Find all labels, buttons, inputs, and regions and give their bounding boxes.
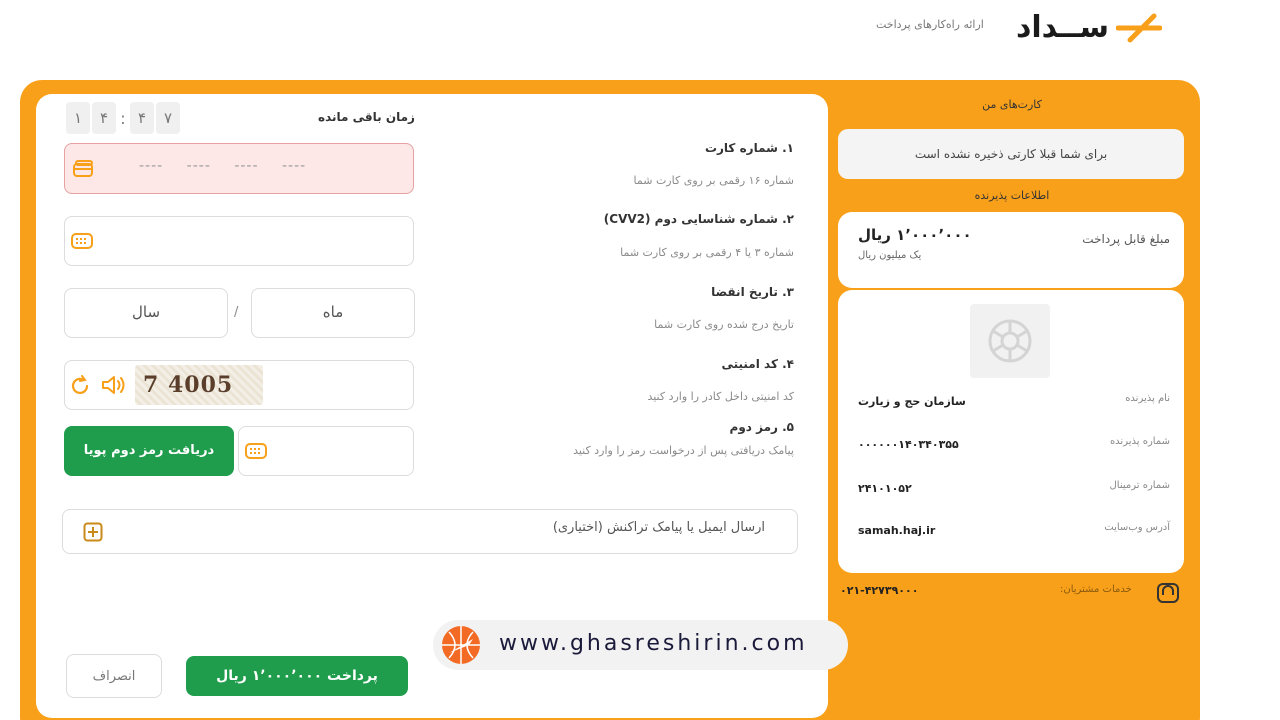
support-phone: ۰۲۱-۴۲۷۳۹۰۰۰	[840, 584, 919, 597]
timer-separator: :	[120, 108, 126, 128]
expiry-month-placeholder: ماه	[322, 303, 344, 321]
support-label: خدمات مشتریان:	[1060, 584, 1132, 595]
request-otp-button[interactable]: دریافت رمز دوم پویا	[64, 426, 234, 476]
refresh-icon[interactable]	[69, 375, 91, 397]
expiry-title: ۳. تاریخ انقضا	[711, 285, 794, 299]
cvv2-hint: شماره ۳ یا ۴ رقمی بر روی کارت شما	[620, 246, 794, 259]
amount-label: مبلغ قابل پرداخت	[1082, 232, 1170, 246]
timer-label: زمان باقی مانده	[318, 110, 415, 124]
otp-hint: پیامک دریافتی پس از درخواست رمز را وارد کنید	[573, 444, 794, 457]
merchant-name-label: نام پذیرنده	[1125, 393, 1170, 404]
card-number-input[interactable]	[64, 143, 414, 194]
card-number-placeholder: ---- ---- ---- ----	[139, 158, 307, 174]
countdown-timer	[66, 102, 182, 134]
timer-digit: ۱	[66, 102, 90, 134]
pay-button[interactable]: پرداخت ۱٬۰۰۰٬۰۰۰ ریال	[186, 656, 408, 696]
watermark-text: www.ghasreshirin.com	[499, 631, 808, 656]
watermark	[433, 620, 848, 670]
card-number-title: ۱. شماره کارت	[704, 141, 794, 155]
captcha-hint: کد امنیتی داخل کادر را وارد کنید	[647, 390, 794, 403]
transaction-notify-label: ارسال ایمیل یا پیامک تراکنش (اختیاری)	[552, 520, 765, 535]
keypad-icon	[71, 232, 93, 250]
merchant-info-title: اطلاعات پذیرنده	[974, 189, 1050, 202]
timer-digit: ۴	[92, 102, 116, 134]
merchant-id: ۰۰۰۰۰۰۱۴۰۳۴۰۳۵۵	[858, 438, 959, 451]
cvv2-title: ۲. شماره شناسایی دوم (CVV2)	[603, 212, 794, 226]
expiry-month-input[interactable]	[251, 288, 415, 338]
cvv2-input[interactable]	[64, 216, 414, 266]
camera-aperture-icon	[987, 318, 1033, 364]
brand-logo	[876, 8, 1176, 48]
amount-value: ۱٬۰۰۰٬۰۰۰ ریال	[858, 226, 972, 244]
amount-words: یک میلیون ریال	[858, 250, 922, 261]
transaction-notify-toggle[interactable]	[62, 509, 798, 554]
merchant-website: samah.haj.ir	[858, 524, 936, 537]
expiry-year-input[interactable]	[64, 288, 228, 338]
captcha-input[interactable]	[64, 360, 414, 410]
brand-name: ســداد	[1016, 10, 1110, 45]
timer-digit: ۷	[156, 102, 180, 134]
globe-plane-icon	[439, 623, 483, 667]
plus-icon[interactable]	[83, 522, 103, 542]
audio-speaker-icon[interactable]	[101, 374, 127, 396]
terminal-number: ۲۴۱۰۱۰۵۲	[858, 482, 912, 495]
my-cards-title: کارت‌های من	[982, 98, 1042, 111]
merchant-id-label: شماره پذیرنده	[1109, 436, 1170, 447]
website-label: آدرس وب‌سایت	[1104, 522, 1170, 533]
headset-icon	[1156, 582, 1180, 604]
brand-mark-icon	[1116, 12, 1162, 44]
timer-digit: ۴	[130, 102, 154, 134]
card-number-hint: شماره ۱۶ رقمی بر روی کارت شما	[633, 174, 794, 187]
saved-cards-box: برای شما قبلا کارتی ذخیره نشده است	[838, 129, 1184, 179]
captcha-image: 7 4005	[135, 365, 263, 405]
brand-tagline: ارائه راه‌کارهای پرداخت	[876, 18, 984, 31]
merchant-card	[838, 290, 1184, 573]
merchant-name: سازمان حج و زیارت	[858, 395, 966, 408]
captcha-title: ۴. کد امنیتی	[721, 357, 794, 371]
credit-card-icon	[73, 160, 95, 178]
expiry-hint: تاریخ درج شده روی کارت شما	[654, 318, 794, 331]
otp-title: ۵. رمز دوم	[729, 420, 794, 434]
keypad-icon	[245, 442, 267, 460]
expiry-separator: /	[234, 305, 239, 320]
cancel-button[interactable]: انصراف	[66, 654, 162, 698]
amount-card	[838, 212, 1184, 288]
otp-input[interactable]	[238, 426, 414, 476]
merchant-logo	[970, 304, 1050, 378]
expiry-year-placeholder: سال	[131, 303, 161, 321]
terminal-label: شماره ترمینال	[1109, 480, 1170, 491]
